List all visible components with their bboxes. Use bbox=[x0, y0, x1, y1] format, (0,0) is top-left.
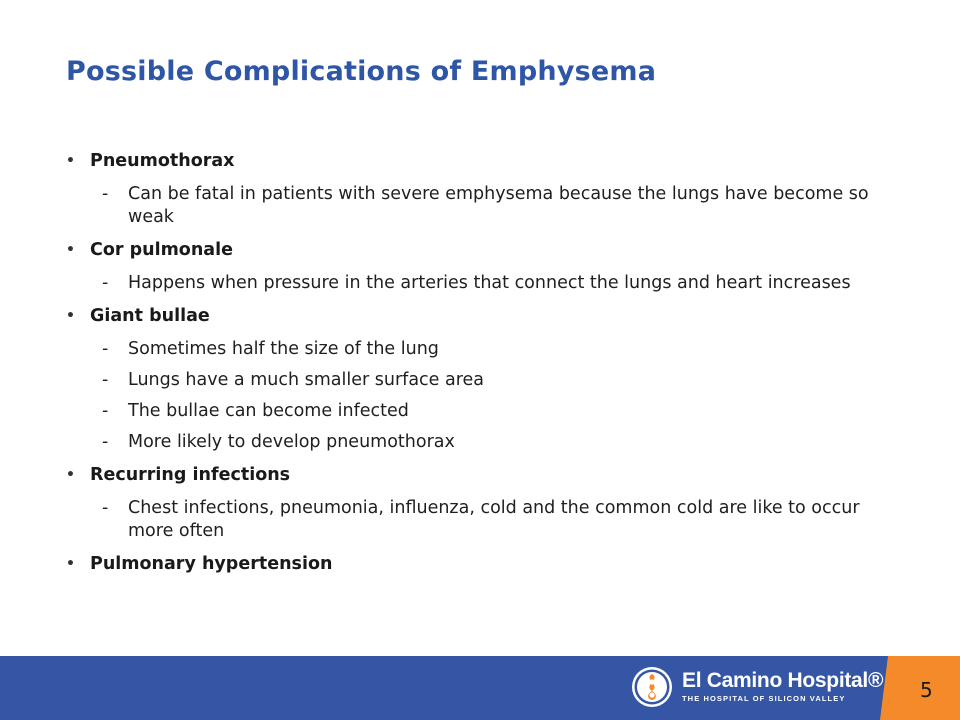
bullet-label: Pulmonary hypertension bbox=[90, 554, 333, 574]
sub-dash: - bbox=[102, 370, 109, 390]
sub-dash: - bbox=[102, 432, 109, 452]
hospital-logo-icon bbox=[630, 665, 674, 709]
sub-bullet-text: Happens when pressure in the arteries that connect the lungs and heart increases bbox=[128, 273, 851, 293]
sub-bullet-text: Chest infections, pneumonia, influenza, cold and the common cold are like to occur more often bbox=[128, 498, 860, 541]
page-number: 5 bbox=[920, 678, 933, 702]
sub-bullet bbox=[66, 272, 896, 295]
bullet-label: Giant bullae bbox=[90, 306, 210, 326]
bullet-pulmonary-hypertension bbox=[66, 551, 896, 577]
bullet-pneumothorax bbox=[66, 148, 896, 174]
bullet-dot: • bbox=[66, 242, 75, 258]
bullet-label: Pneumothorax bbox=[90, 151, 235, 171]
logo-text bbox=[682, 670, 883, 704]
bullet-recurring-infections bbox=[66, 462, 896, 488]
sub-bullet bbox=[66, 400, 896, 423]
sub-bullet bbox=[66, 183, 896, 229]
logo-tagline: THE HOSPITAL OF SILICON VALLEY bbox=[682, 694, 846, 703]
sub-bullet bbox=[66, 338, 896, 361]
sub-dash: - bbox=[102, 401, 109, 421]
bullet-label: Cor pulmonale bbox=[90, 240, 233, 260]
sub-bullet-text: Sometimes half the size of the lung bbox=[128, 339, 439, 359]
sub-dash: - bbox=[102, 184, 109, 204]
bullet-dot: • bbox=[66, 556, 75, 572]
bullet-giant-bullae bbox=[66, 303, 896, 329]
sub-bullet-text: Can be fatal in patients with severe emphysema because the lungs have become so weak bbox=[128, 184, 869, 227]
sub-bullet-text: More likely to develop pneumothorax bbox=[128, 432, 455, 452]
sub-bullet bbox=[66, 369, 896, 392]
sub-dash: - bbox=[102, 339, 109, 359]
sub-dash: - bbox=[102, 273, 109, 293]
hospital-logo bbox=[630, 662, 884, 712]
logo-name: El Camino Hospital® bbox=[682, 669, 884, 692]
sub-bullet-text: Lungs have a much smaller surface area bbox=[128, 370, 485, 390]
bullet-list bbox=[66, 148, 896, 586]
slide-title: Possible Complications of Emphysema bbox=[66, 56, 657, 87]
sub-bullet-text: The bullae can become infected bbox=[128, 401, 409, 421]
sub-bullet bbox=[66, 431, 896, 454]
sub-dash: - bbox=[102, 498, 109, 518]
bullet-dot: • bbox=[66, 153, 75, 169]
bullet-cor-pulmonale bbox=[66, 237, 896, 263]
bullet-dot: • bbox=[66, 308, 75, 324]
sub-bullet bbox=[66, 497, 896, 543]
bullet-label: Recurring infections bbox=[90, 465, 291, 485]
bullet-dot: • bbox=[66, 467, 75, 483]
